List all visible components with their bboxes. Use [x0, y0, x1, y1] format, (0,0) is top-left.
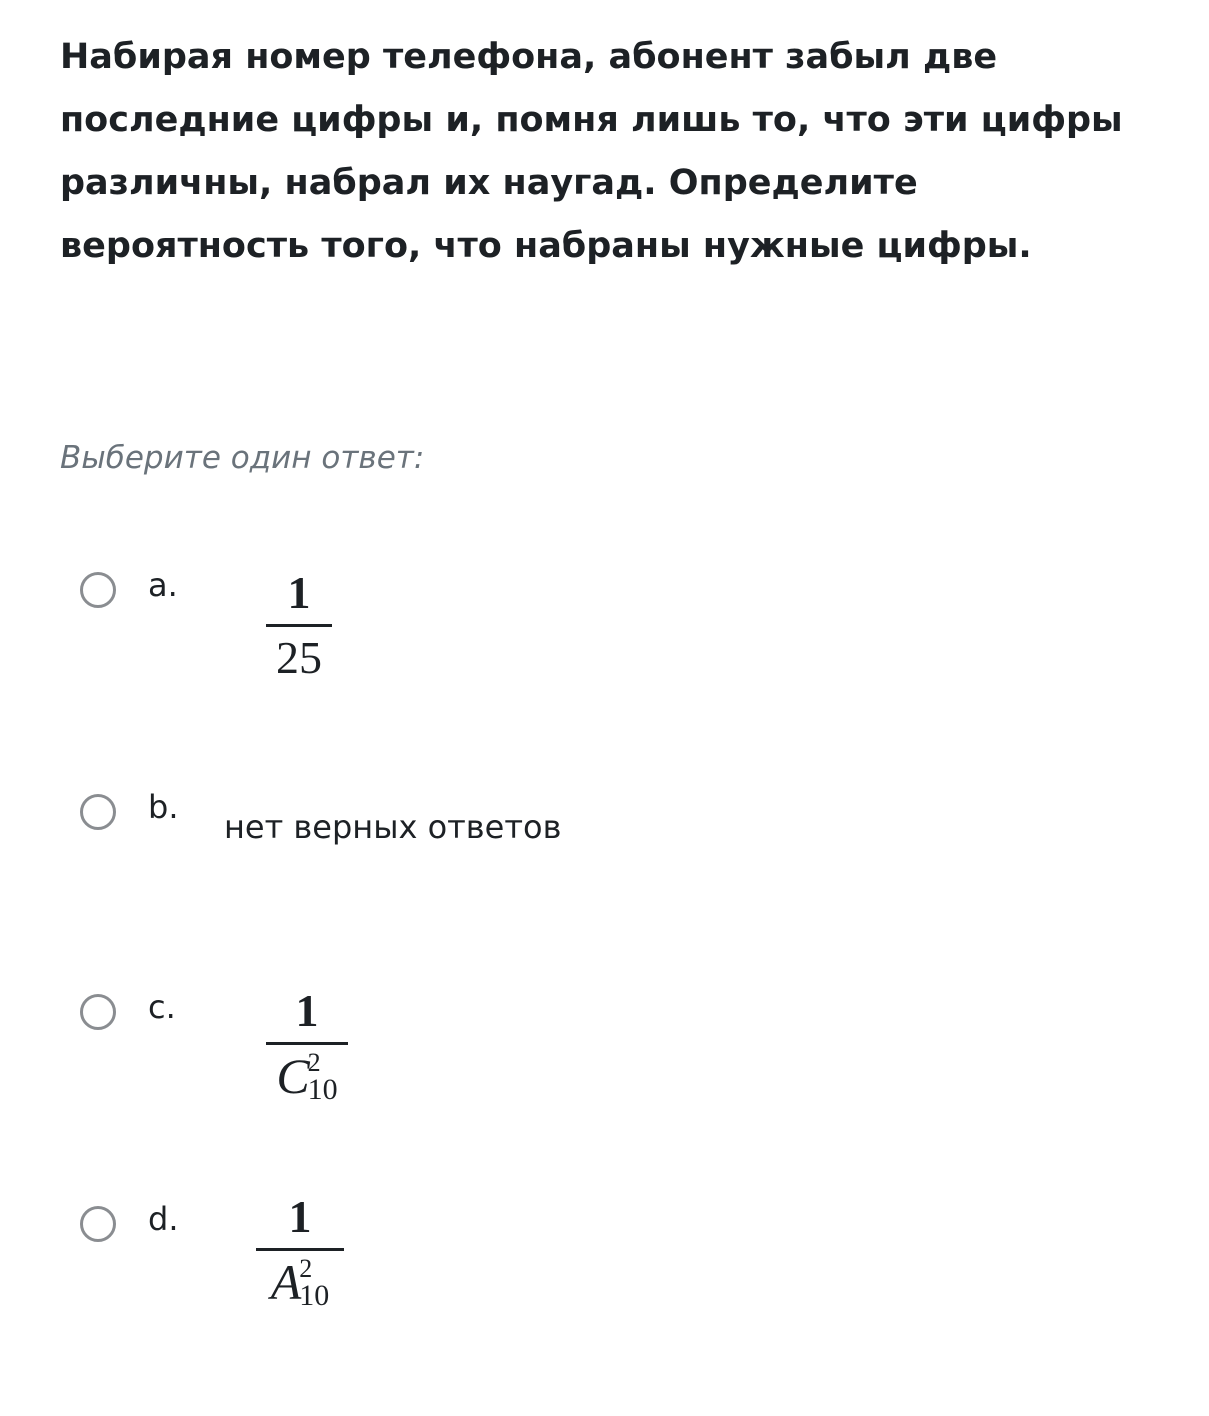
answer-option-d[interactable] [80, 1191, 780, 1370]
fraction-c-subscript: 10 [307, 1073, 338, 1106]
radio-button-b[interactable] [80, 794, 116, 830]
fraction-d-superscript: 2 [299, 1254, 313, 1283]
fraction-a-bar [266, 624, 332, 627]
fraction-d-numerator: 1 [288, 1191, 312, 1242]
fraction-a [266, 567, 332, 683]
radio-button-d[interactable] [80, 1206, 116, 1242]
fraction-d-base: A [270, 1254, 302, 1310]
fraction-c-bar [266, 1042, 348, 1045]
option-letter-b: b. [148, 788, 179, 826]
option-text-b: нет верных ответов [224, 808, 562, 846]
fraction-d-bar [256, 1248, 344, 1251]
fraction-c [266, 985, 348, 1106]
option-letter-c: c. [148, 988, 176, 1026]
fraction-d [256, 1191, 344, 1312]
fraction-a-numerator: 1 [287, 567, 311, 618]
option-letter-a: a. [148, 566, 178, 604]
answer-option-b[interactable] [80, 788, 780, 848]
fraction-c-numerator: 1 [295, 985, 319, 1036]
fraction-c-denominator [266, 1048, 348, 1106]
question-text: Набирая номер телефона, абонент забыл две последние цифры и, помня лишь то, что эти цифры различны, набрал их наугад. Определите вероятность того, что набраны нужные цифры. [60, 37, 1123, 266]
fraction-c-superscript: 2 [307, 1048, 321, 1077]
fraction-d-subscript: 10 [299, 1279, 330, 1312]
answer-prompt: Выберите один ответ: [60, 440, 425, 476]
answer-option-c[interactable] [80, 985, 780, 1148]
fraction-d-denominator [256, 1254, 344, 1312]
option-letter-d: d. [148, 1200, 179, 1238]
radio-button-a[interactable] [80, 572, 116, 608]
answer-option-a[interactable] [80, 566, 780, 716]
fraction-c-base: C [276, 1048, 310, 1104]
fraction-a-denominator: 25 [276, 632, 322, 683]
radio-button-c[interactable] [80, 994, 116, 1030]
